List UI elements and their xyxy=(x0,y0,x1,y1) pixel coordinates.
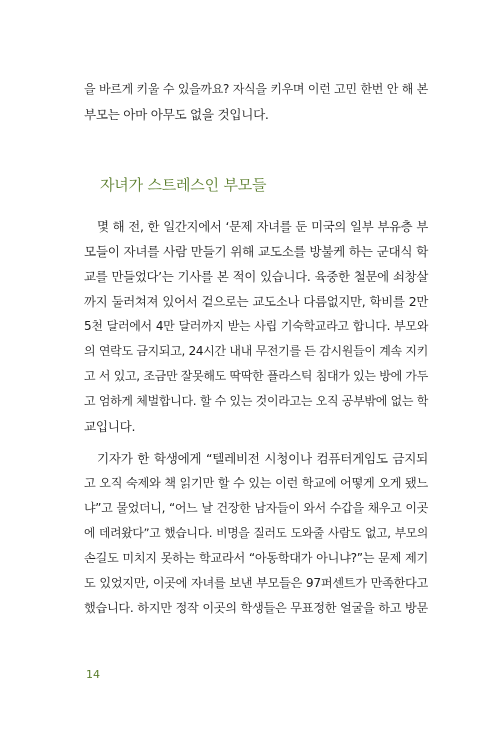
paragraph1-line-7: 고 서 있고, 조금만 잘못해도 딱딱한 플라스틱 침대가 있는 방에 가두 xyxy=(84,369,428,383)
page-number: 14 xyxy=(86,668,100,681)
body-paragraph-2 xyxy=(84,446,428,621)
paragraph2-line-7: 했습니다. 하지만 정작 이곳의 학생들은 무표정한 얼굴을 하고 방문 xyxy=(84,601,428,615)
paragraph1-line-5: 5천 달러에서 4만 달러까지 받는 사립 기숙학교라고 합니다. 부모와 xyxy=(84,319,428,333)
paragraph2-line-5: 손길도 미치지 못하는 학교라서 “아동학대가 아니냐?”는 문제 제기 xyxy=(84,551,428,565)
paragraph1-line-2: 모들이 자녀를 사람 만들기 위해 교도소를 방불케 하는 군대식 학 xyxy=(84,244,428,259)
paragraph1-line-3: 교를 만들었다’는 기사를 본 적이 있습니다. 육중한 철문에 쇠창살 xyxy=(84,269,428,284)
paragraph1-line-6: 의 연락도 금지되고, 24시간 내내 무전기를 든 감시원들이 계속 지키 xyxy=(84,344,428,358)
paragraph2-line-6: 도 있었지만, 이곳에 자녀를 보낸 부모들은 97퍼센트가 만족한다고 xyxy=(84,576,428,590)
paragraph2-line-1: 기자가 한 학생에게 “텔레비전 시청이나 컴퓨터게임도 금지되 xyxy=(97,451,428,466)
paragraph2-line-2: 고 오직 숙제와 책 읽기만 할 수 있는 이런 학교에 어떻게 오게 됐느 xyxy=(84,476,428,490)
paragraph1-line-9: 교입니다. xyxy=(84,419,136,434)
intro-line-2: 부모는 아마 아무도 없을 것입니다. xyxy=(84,107,269,122)
paragraph2-line-4: 에 데려왔다”고 했습니다. 비명을 질러도 도와줄 사람도 없고, 부모의 xyxy=(84,526,428,540)
paragraph1-line-8: 고 엄하게 체벌합니다. 할 수 있는 것이라고는 오직 공부밖에 없는 학 xyxy=(84,394,428,408)
paragraph2-line-3: 냐”고 물었더니, “어느 날 건장한 남자들이 와서 수갑을 채우고 이곳 xyxy=(84,501,428,515)
section-heading: 자녀가 스트레스인 부모들 xyxy=(100,176,267,194)
intro-paragraph xyxy=(84,77,428,127)
body-paragraph-1 xyxy=(84,214,428,439)
paragraph1-line-1: 몇 해 전, 한 일간지에서 ‘문제 자녀를 둔 미국의 일부 부유층 부 xyxy=(97,219,428,234)
paragraph1-line-4: 까지 둘러쳐져 있어서 겉으로는 교도소나 다름없지만, 학비를 2만 xyxy=(84,294,428,309)
intro-line-1: 을 바르게 키울 수 있을까요? 자식을 키우며 이런 고민 한번 안 해 본 xyxy=(84,82,428,96)
